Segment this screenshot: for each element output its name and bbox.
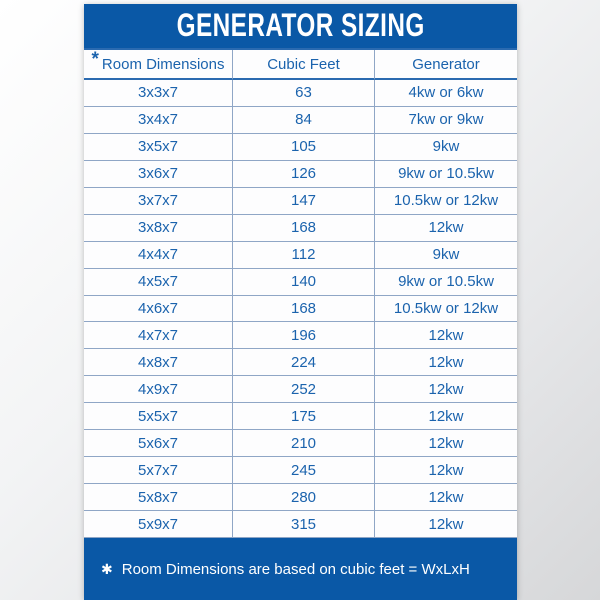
cubic-feet-cell: 105 [233,134,375,161]
sizing-table [84,48,517,538]
generator-cell: 9kw or 10.5kw [375,269,517,296]
generator-cell: 9kw [375,134,517,161]
generator-cell: 12kw [375,484,517,511]
room-dimensions-cell: 4x9x7 [84,376,233,403]
generator-cell: 12kw [375,403,517,430]
room-dimensions-cell: 3x4x7 [84,107,233,134]
room-dimensions-cell: 4x4x7 [84,242,233,269]
cubic-feet-cell: 140 [233,269,375,296]
cubic-feet-cell: 63 [233,80,375,107]
generator-cell: 12kw [375,457,517,484]
cubic-feet-cell: 196 [233,322,375,349]
cubic-feet-cell: 315 [233,511,375,538]
room-dimensions-cell: 3x6x7 [84,161,233,188]
generator-cell: 12kw [375,215,517,242]
room-dimensions-cell: 5x8x7 [84,484,233,511]
footnote [84,538,517,600]
generator-cell: 12kw [375,430,517,457]
generator-cell: 12kw [375,511,517,538]
room-dimensions-cell: 4x5x7 [84,269,233,296]
asterisk-marker: * [91,49,99,70]
column-header-generator: Generator [375,50,517,80]
cubic-feet-cell: 245 [233,457,375,484]
asterisk-icon: ✱ [101,560,113,577]
generator-sizing-panel [84,4,517,600]
room-dimensions-cell: 3x3x7 [84,80,233,107]
generator-cell: 7kw or 9kw [375,107,517,134]
room-dimensions-cell: 4x8x7 [84,349,233,376]
cubic-feet-cell: 126 [233,161,375,188]
cubic-feet-cell: 84 [233,107,375,134]
room-dimensions-cell: 5x6x7 [84,430,233,457]
footnote-text: Room Dimensions are based on cubic feet = WxLxH [121,560,470,578]
cubic-feet-cell: 147 [233,188,375,215]
generator-cell: 12kw [375,349,517,376]
room-dimensions-cell: 5x5x7 [84,403,233,430]
cubic-feet-cell: 252 [233,376,375,403]
generator-cell: 12kw [375,322,517,349]
cubic-feet-cell: 168 [233,215,375,242]
generator-cell: 12kw [375,376,517,403]
title-bar [84,4,517,48]
generator-cell: 9kw [375,242,517,269]
cubic-feet-cell: 168 [233,296,375,323]
cubic-feet-cell: 224 [233,349,375,376]
generator-cell: 9kw or 10.5kw [375,161,517,188]
column-header-room-dimensions [84,50,233,80]
room-dimensions-cell: 4x6x7 [84,296,233,323]
room-dimensions-cell: 3x5x7 [84,134,233,161]
page-title: GENERATOR SIZING [176,7,425,44]
room-dimensions-cell: 4x7x7 [84,322,233,349]
room-dimensions-cell: 5x7x7 [84,457,233,484]
generator-cell: 4kw or 6kw [375,80,517,107]
column-header-cubic-feet: Cubic Feet [233,50,375,80]
room-dimensions-cell: 3x7x7 [84,188,233,215]
cubic-feet-cell: 175 [233,403,375,430]
room-dimensions-cell: 5x9x7 [84,511,233,538]
generator-cell: 10.5kw or 12kw [375,188,517,215]
cubic-feet-cell: 210 [233,430,375,457]
generator-cell: 10.5kw or 12kw [375,296,517,323]
room-dimensions-cell: 3x8x7 [84,215,233,242]
cubic-feet-cell: 280 [233,484,375,511]
column-header-room-label: Room Dimensions [101,55,225,73]
cubic-feet-cell: 112 [233,242,375,269]
